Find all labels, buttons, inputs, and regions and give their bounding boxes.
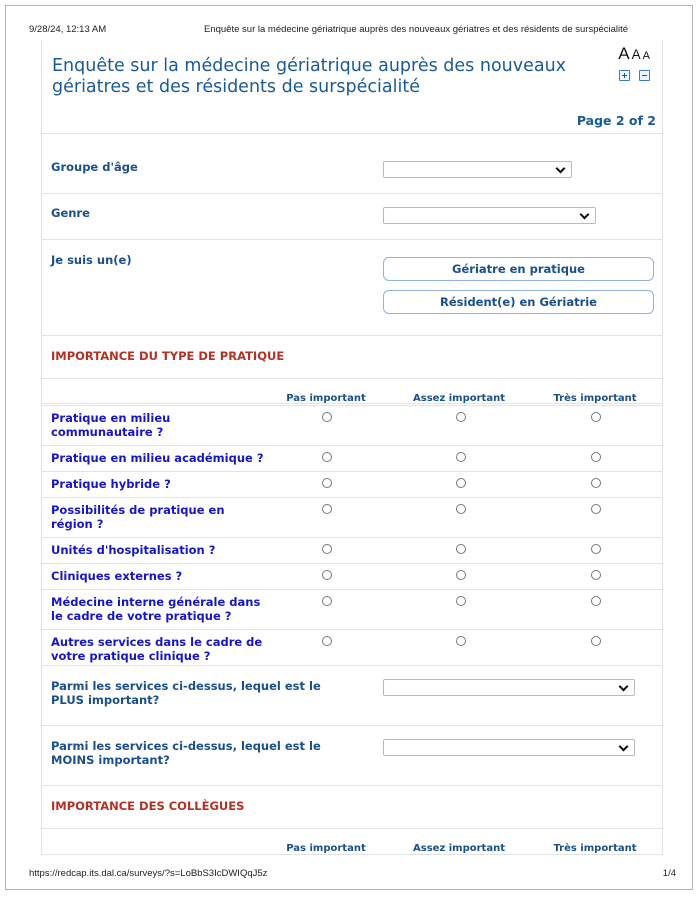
page-indicator: Page 2 of 2: [576, 113, 656, 128]
survey-container: [41, 40, 663, 855]
matrix-row-label: Pratique hybride ?: [51, 477, 171, 491]
font-size-tools: [610, 44, 650, 85]
radio-very-important[interactable]: [591, 412, 601, 422]
radio-very-important[interactable]: [591, 570, 601, 580]
field-row-role: [42, 239, 662, 335]
matrix-row: [42, 445, 662, 471]
section-header-practice-type: IMPORTANCE DU TYPE DE PRATIQUE: [51, 349, 285, 363]
matrix-column-headers: [42, 378, 662, 404]
chevron-down-icon: [556, 164, 566, 174]
radio-somewhat-important[interactable]: [456, 412, 466, 422]
column-header-somewhat-important: Assez important: [413, 843, 505, 854]
font-size-small-button[interactable]: A: [642, 50, 650, 62]
column-header-very-important: Très important: [553, 393, 637, 404]
matrix-row-label: Pratique en milieu académique ?: [51, 451, 264, 465]
print-datetime: 9/28/24, 12:13 AM: [29, 24, 107, 35]
matrix-row-label: Médecine interne générale dans le cadre de votre pratique ?: [51, 595, 261, 623]
survey-title-block: [42, 40, 662, 133]
radio-somewhat-important[interactable]: [456, 544, 466, 554]
least-important-select[interactable]: [383, 739, 635, 756]
matrix-row-label: Possibilités de pratique en région ?: [51, 503, 225, 531]
print-url: https://redcap.its.dal.ca/surveys/?s=LoBbS3IcDWIQqJ5z: [29, 868, 268, 879]
matrix-row-label: Cliniques externes ?: [51, 569, 183, 583]
chevron-down-icon: [619, 682, 629, 692]
chevron-down-icon: [580, 210, 590, 220]
radio-not-important[interactable]: [322, 478, 332, 488]
role-label: Je suis un(e): [51, 253, 132, 267]
matrix-row: [42, 563, 662, 589]
minus-square-icon[interactable]: [639, 70, 650, 81]
radio-very-important[interactable]: [591, 596, 601, 606]
section-header-row: [42, 785, 662, 828]
field-row-age-group: [42, 133, 662, 193]
least-important-label: Parmi les services ci-dessus, lequel est le MOINS important?: [51, 739, 321, 767]
radio-very-important[interactable]: [591, 636, 601, 646]
radio-somewhat-important[interactable]: [456, 452, 466, 462]
print-doc-title: Enquête sur la médecine gériatrique auprès des nouveaux gériatres et des résidents de surspécialité: [204, 24, 629, 35]
column-header-somewhat-important: Assez important: [413, 393, 505, 404]
field-row-least-important: [42, 725, 662, 785]
column-header-very-important: Très important: [553, 843, 637, 854]
gender-label: Genre: [51, 206, 90, 220]
section-header-colleagues: IMPORTANCE DES COLLÈGUES: [51, 799, 245, 813]
role-option-geriatrician-button[interactable]: Gériatre en pratique: [383, 257, 654, 281]
radio-somewhat-important[interactable]: [456, 478, 466, 488]
matrix-row: [42, 471, 662, 497]
matrix-row-label: Unités d'hospitalisation ?: [51, 543, 216, 557]
font-size-medium-button[interactable]: A: [631, 47, 641, 62]
radio-somewhat-important[interactable]: [456, 596, 466, 606]
matrix-row: [42, 629, 662, 669]
matrix-row-label: Autres services dans le cadre de votre pratique clinique ?: [51, 635, 263, 663]
radio-not-important[interactable]: [322, 596, 332, 606]
matrix-row-label: Pratique en milieu communautaire ?: [51, 411, 171, 439]
chevron-down-icon: [619, 742, 629, 752]
field-row-most-important: [42, 665, 662, 725]
matrix-row: [42, 589, 662, 629]
radio-somewhat-important[interactable]: [456, 504, 466, 514]
print-header: [29, 24, 676, 38]
matrix-row: [42, 497, 662, 537]
column-header-not-important: Pas important: [286, 393, 366, 404]
section-header-row: [42, 335, 662, 378]
radio-not-important[interactable]: [322, 544, 332, 554]
matrix-row: [42, 537, 662, 563]
plus-square-icon[interactable]: [619, 70, 630, 81]
matrix-row: [42, 405, 662, 445]
radio-not-important[interactable]: [322, 452, 332, 462]
radio-very-important[interactable]: [591, 452, 601, 462]
radio-very-important[interactable]: [591, 504, 601, 514]
age-group-label: Groupe d'âge: [51, 160, 138, 174]
font-size-large-button[interactable]: A: [618, 44, 630, 63]
radio-very-important[interactable]: [591, 478, 601, 488]
radio-somewhat-important[interactable]: [456, 636, 466, 646]
radio-not-important[interactable]: [322, 412, 332, 422]
survey-title: Enquête sur la médecine gériatrique auprès des nouveaux gériatres et des résidents de surspécialité: [52, 56, 567, 97]
gender-select[interactable]: [383, 207, 596, 224]
print-page-number: 1/4: [662, 868, 676, 879]
radio-somewhat-important[interactable]: [456, 570, 466, 580]
field-row-gender: [42, 193, 662, 239]
radio-not-important[interactable]: [322, 636, 332, 646]
matrix-column-headers: [42, 828, 662, 855]
radio-not-important[interactable]: [322, 504, 332, 514]
age-group-select[interactable]: [383, 161, 572, 178]
print-footer: [29, 868, 676, 882]
role-option-resident-button[interactable]: Résident(e) en Gériatrie: [383, 290, 654, 314]
most-important-select[interactable]: [383, 679, 635, 696]
most-important-label: Parmi les services ci-dessus, lequel est le PLUS important?: [51, 679, 321, 707]
radio-not-important[interactable]: [322, 570, 332, 580]
radio-very-important[interactable]: [591, 544, 601, 554]
column-header-not-important: Pas important: [286, 843, 366, 854]
